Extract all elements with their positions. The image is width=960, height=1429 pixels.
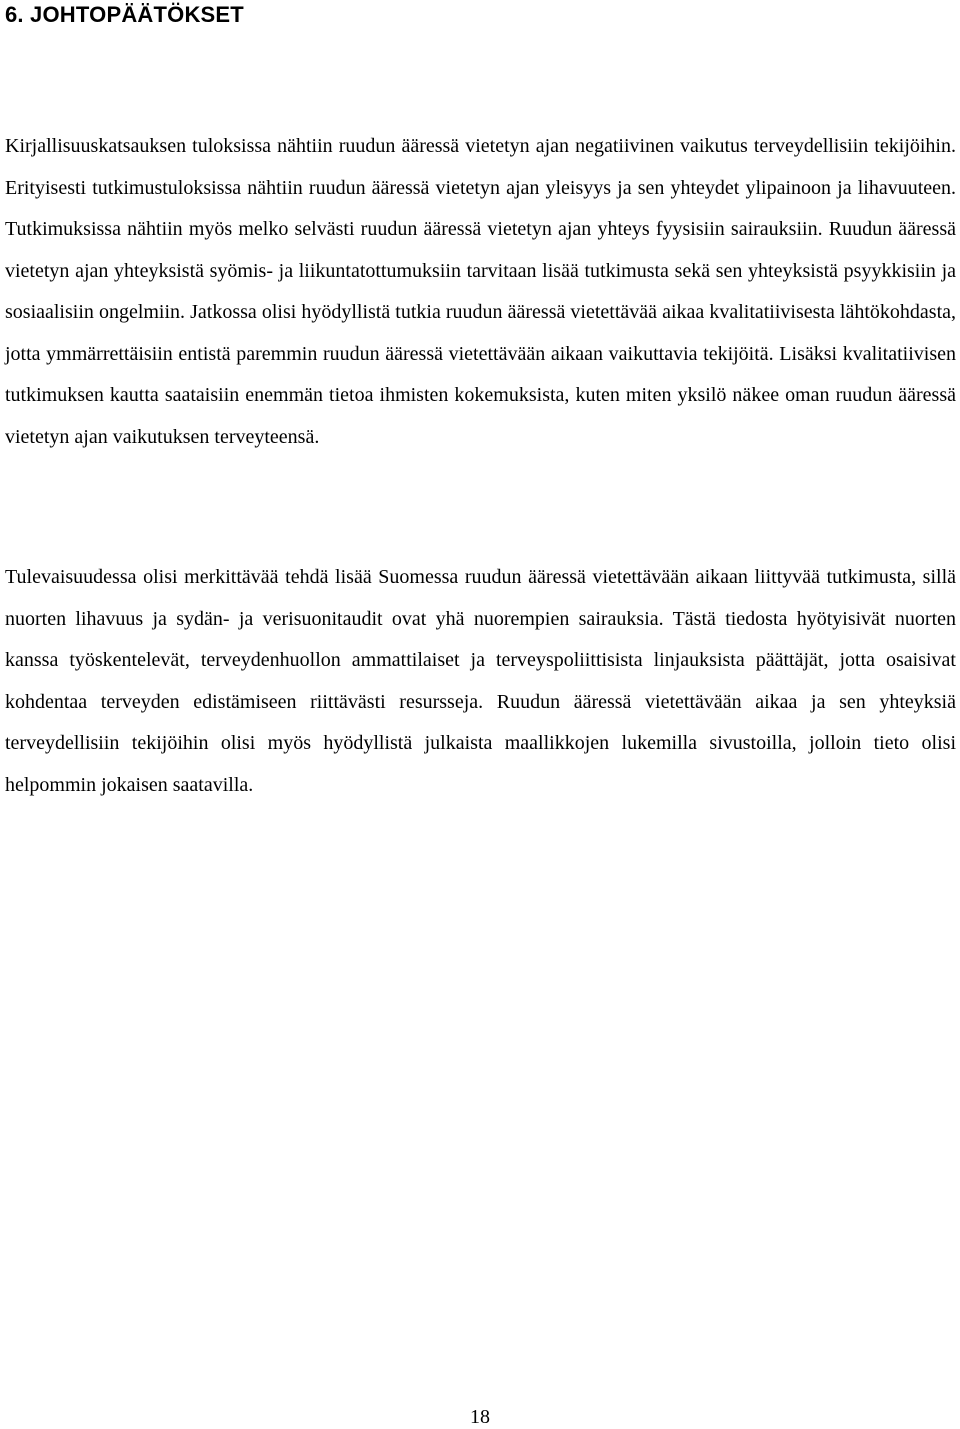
page-number: 18 bbox=[470, 1406, 490, 1428]
paragraph-conclusions-1: Kirjallisuuskatsauksen tuloksissa nähtiin ruudun ääressä vietetyn ajan negatiivinen vaikutus terveydellisiin tekijöihin. Erityisesti tutkimustuloksissa nähtiin ruudun ääressä vietetyn ajan yleisyys ja sen yhteydet ylipainoon ja lihavuuteen. Tutkimuksissa nähtiin myös melko selvästi ruudun ääressä vietetyn ajan yhteys fyysisiin sairauksiin. Ruudun ääressä vietetyn ajan yhteyksistä syömis- ja liikuntatottumuksiin tarvitaan lisää tutkimusta sekä sen yhteyksistä psyykkisiin ja sosiaalisiin ongelmiin. Jatkossa olisi hyödyllistä tutkia ruudun ääressä vietettävää aikaa kvalitatiivisesta lähtökohdasta, jotta ymmärrettäisiin entistä paremmin ruudun ääressä vietettävään aikaan vaikuttavia tekijöitä. Lisäksi kvalitatiivisen tutkimuksen kautta saataisiin enemmän tietoa ihmisten kokemuksista, kuten miten yksilö näkee oman ruudun ääressä vietetyn ajan vaikutuksen terveyteensä. bbox=[5, 135, 956, 448]
section-heading: 6. JOHTOPÄÄTÖKSET bbox=[5, 2, 244, 27]
paragraph-conclusions-2: Tulevaisuudessa olisi merkittävää tehdä lisää Suomessa ruudun ääressä vietettävään aikaan liittyvää tutkimusta, sillä nuorten lihavuus ja sydän- ja verisuonitaudit ovat yhä nuorempien sairauksia. Tästä tiedosta hyötyisivät nuorten kanssa työskentelevät, terveydenhuollon ammattilaiset ja terveyspoliittisista linjauksista päättäjät, jotta osaisivat kohdentaa terveyden edistämiseen riittävästi resursseja. Ruudun ääressä vietettävään aikaa ja sen yhteyksiä terveydellisiin tekijöihin olisi myös hyödyllistä julkaista maallikkojen lukemilla sivustoilla, jolloin tieto olisi helpommin jokaisen saatavilla. bbox=[5, 566, 956, 796]
